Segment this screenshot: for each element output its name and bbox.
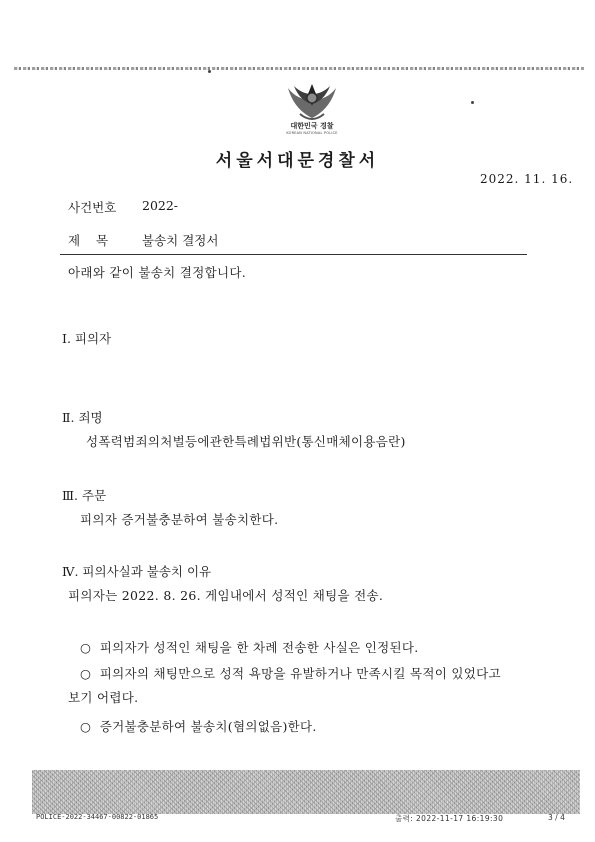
- header-divider: [60, 254, 527, 255]
- ruling-text: 피의자 증거불충분하여 불송치한다.: [80, 512, 279, 527]
- charge-text: 성폭력범죄의처벌등에관한특례법위반(통신매체이용음란): [86, 434, 406, 449]
- section-heading-ruling: Ⅲ. 주문: [62, 488, 107, 503]
- document-date: 2022. 11. 16.: [480, 172, 574, 186]
- subject-value: 불송치 결정서: [142, 233, 219, 248]
- scan-speck: [208, 70, 211, 73]
- document-id: POLICE-2022-34467-00822-01865: [36, 813, 159, 821]
- reason-item: ○ 증거불충분하여 불송치(혐의없음)한다.: [80, 719, 317, 734]
- page-number: 3 / 4: [548, 813, 565, 822]
- section-heading-charge: Ⅱ. 죄명: [62, 410, 103, 425]
- section-heading-suspect: Ⅰ. 피의자: [62, 331, 112, 346]
- print-timestamp: 출력: 2022-11-17 16:19:30: [395, 814, 504, 823]
- subject-label: 제 목: [68, 233, 109, 248]
- facts-summary: 피의자는 2022. 8. 26. 게임내에서 성적인 채팅을 전송.: [68, 588, 384, 603]
- intro-text: 아래와 같이 불송치 결정합니다.: [68, 265, 246, 280]
- case-number-label: 사건번호: [68, 200, 117, 215]
- emblem-subtitle: KOREAN NATIONAL POLICE: [286, 131, 338, 135]
- reason-item: ○ 피의자가 성적인 채팅을 한 차례 전송한 사실은 인정된다.: [80, 640, 419, 655]
- office-title: 서울서대문경찰서: [215, 151, 380, 171]
- security-pattern: [32, 770, 580, 814]
- scan-speck: [471, 101, 474, 104]
- scan-edge-artifact: [14, 67, 584, 70]
- case-number-value: 2022-: [142, 198, 179, 213]
- section-heading-facts: Ⅳ. 피의사실과 불송치 이유: [62, 564, 212, 579]
- emblem-label: 대한민국 경찰: [290, 122, 334, 130]
- police-emblem-icon: [282, 78, 342, 126]
- reason-item: ○ 피의자의 채팅만으로 성적 욕망을 유발하거나 만족시킬 목적이 있었다고: [80, 666, 501, 681]
- reason-item-continuation: 보기 어렵다.: [68, 690, 139, 705]
